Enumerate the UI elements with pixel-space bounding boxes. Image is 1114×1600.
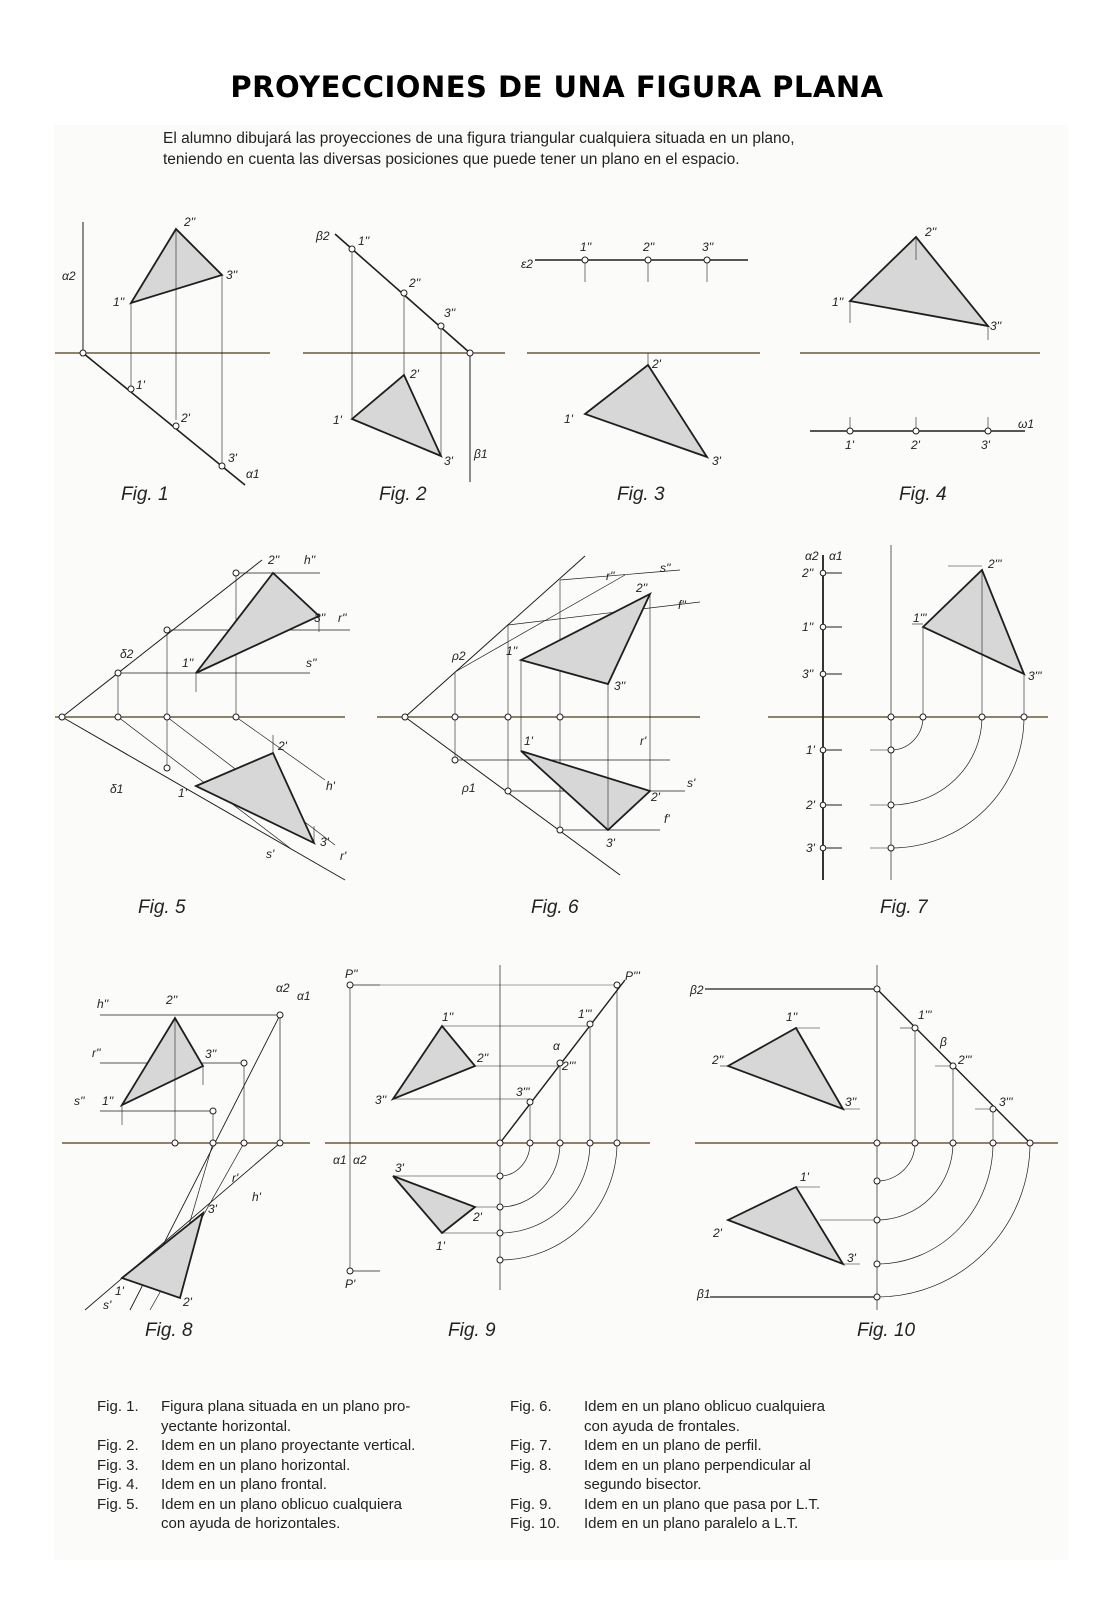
fig3-label-3h: 3''	[702, 240, 714, 254]
fig-7-label: Fig. 7	[880, 897, 928, 918]
fig-1-label: Fig. 1	[121, 484, 169, 505]
fig7-label-2p: 2'''	[988, 557, 1002, 571]
fig5-label-s2: s''	[306, 656, 317, 670]
fig8-label-r2: r''	[92, 1046, 101, 1060]
fig7-label-3v: 3'	[806, 841, 815, 855]
fig9-label-2h: 2''	[477, 1051, 489, 1065]
intro-line-1: El alumno dibujará las proyecciones de una figura triangular cualquiera situada en un plano,	[163, 130, 795, 147]
fig3-label-2h: 2''	[643, 240, 655, 254]
fig6-label-r1: r'	[640, 734, 647, 748]
fig2-label-1v: 1'	[333, 413, 342, 427]
figure-4-drawing	[800, 237, 1040, 434]
fig2-beta1-label: β1	[474, 447, 488, 461]
fig2-beta2-label: β2	[316, 229, 330, 243]
fig5-label-r2: r''	[338, 611, 347, 625]
caption-text: Idem en un plano que pasa por L.T.	[584, 1495, 821, 1513]
fig6-label-1h: 1''	[506, 644, 518, 658]
fig10-label-3v: 3'	[847, 1251, 856, 1265]
caption-row	[97, 1456, 497, 1476]
fig10-label-1v: 1'	[800, 1170, 809, 1184]
figure-10-drawing	[695, 965, 1058, 1310]
fig8-label-1h: 1''	[102, 1094, 114, 1108]
fig6-label-s2: s''	[660, 561, 671, 575]
fig1-label-2v: 2'	[181, 411, 190, 425]
fig6-rho1-label: ρ1	[462, 781, 476, 795]
fig9-alpha2-label: α2	[353, 1153, 367, 1167]
fig5-label-h2: h''	[304, 553, 316, 567]
fig6-label-s1: s'	[687, 776, 696, 790]
fig10-label-3p: 3'''	[999, 1095, 1013, 1109]
fig-9-label: Fig. 9	[448, 1320, 496, 1341]
fig1-label-1h: 1''	[113, 295, 125, 309]
fig7-label-1p: 1'''	[913, 611, 927, 625]
fig3-label-3v: 3'	[712, 454, 721, 468]
caption-key: Fig. 6.	[510, 1398, 552, 1415]
fig9-label-3v: 3'	[395, 1161, 404, 1175]
fig-10-label: Fig. 10	[857, 1320, 916, 1341]
fig5-delta1-label: δ1	[110, 782, 124, 796]
figure-1-drawing	[55, 222, 270, 485]
fig9-alpha-label: α	[553, 1039, 560, 1053]
fig10-label-2v: 2'	[713, 1226, 722, 1240]
caption-row	[97, 1397, 497, 1436]
fig4-omega1-label: ω1	[1018, 417, 1035, 431]
fig2-label-1h: 1''	[358, 234, 370, 248]
fig4-label-2v: 2'	[911, 438, 920, 452]
caption-row	[510, 1514, 910, 1534]
fig5-label-3h: 3''	[314, 611, 326, 625]
fig2-label-3v: 3'	[444, 454, 453, 468]
caption-text: Idem en un plano perpendicular al segundo bisector.	[584, 1456, 811, 1493]
figure-5-drawing	[55, 560, 350, 880]
fig5-label-2h: 2''	[268, 553, 280, 567]
fig8-label-1v: 1'	[115, 1284, 124, 1298]
fig2-label-2h: 2''	[409, 276, 421, 290]
figure-2-drawing	[303, 234, 505, 482]
caption-key: Fig. 3.	[97, 1456, 139, 1474]
fig10-label-1h: 1''	[786, 1010, 798, 1024]
fig7-alpha1-label: α1	[829, 549, 843, 563]
fig6-label-3v: 3'	[606, 836, 615, 850]
fig1-label-1v: 1'	[136, 378, 145, 392]
caption-text: Idem en un plano oblicuo cualquiera con ayuda de frontales.	[584, 1398, 826, 1435]
fig9-label-3p: 3'''	[516, 1085, 530, 1099]
fig6-label-r2: r''	[606, 569, 615, 583]
figure-9-drawing	[325, 965, 650, 1290]
fig8-alpha2-label: α2	[276, 981, 290, 995]
fig3-label-2v: 2'	[652, 357, 661, 371]
fig9-label-1v: 1'	[436, 1239, 445, 1253]
fig1-alpha2-label: α2	[62, 269, 76, 283]
fig3-epsilon2-label: ε2	[521, 257, 533, 271]
fig5-label-1v: 1'	[178, 786, 187, 800]
fig-2-label: Fig. 2	[379, 484, 427, 505]
fig9-label-3h: 3''	[375, 1093, 387, 1107]
caption-key: Fig. 4.	[97, 1476, 139, 1493]
caption-text: Idem en un plano horizontal.	[161, 1456, 351, 1474]
fig6-label-3h: 3''	[614, 679, 626, 693]
fig9-label-2v: 2'	[473, 1210, 482, 1224]
caption-row	[97, 1436, 497, 1456]
fig1-label-3h: 3''	[226, 268, 238, 282]
fig7-label-2v: 2'	[806, 798, 815, 812]
fig7-label-1h: 1''	[802, 620, 814, 634]
fig10-beta1-label: β1	[697, 1287, 711, 1301]
fig8-label-2v: 2'	[183, 1295, 192, 1309]
caption-key: Fig. 5.	[97, 1495, 139, 1513]
fig-8-label: Fig. 8	[145, 1320, 193, 1341]
page-title: PROYECCIONES DE UNA FIGURA PLANA	[230, 70, 884, 104]
fig-4-label: Fig. 4	[899, 484, 947, 505]
fig9-alpha1-label: α1	[333, 1153, 347, 1167]
fig9-label-1h: 1''	[442, 1010, 454, 1024]
fig3-label-1h: 1''	[580, 240, 592, 254]
fig1-label-3v: 3'	[228, 451, 237, 465]
fig7-alpha2-label: α2	[805, 549, 819, 563]
fig9-label-1p: 1'''	[578, 1007, 592, 1021]
fig6-label-2h: 2''	[636, 581, 648, 595]
fig1-label-2h: 2''	[184, 215, 196, 229]
fig-6-label: Fig. 6	[531, 897, 579, 918]
fig-5-label: Fig. 5	[138, 897, 186, 918]
fig10-label-2p: 2'''	[958, 1053, 972, 1067]
fig7-label-1v: 1'	[806, 743, 815, 757]
fig5-label-h1: h'	[326, 779, 335, 793]
caption-text: Idem en un plano oblicuo cualquiera con ayuda de horizontales.	[161, 1495, 403, 1532]
fig5-delta2-label: δ2	[120, 647, 134, 661]
figure-6-drawing	[377, 556, 700, 875]
caption-key: Fig. 8.	[510, 1456, 552, 1474]
fig1-alpha1-label: α1	[246, 467, 260, 481]
fig7-label-3p: 3'''	[1028, 669, 1042, 683]
fig6-label-f1: f'	[664, 812, 670, 826]
fig-3-label: Fig. 3	[617, 484, 665, 505]
fig8-label-h1: h'	[252, 1190, 261, 1204]
fig8-label-2h: 2''	[166, 993, 178, 1007]
fig10-label-1p: 1'''	[918, 1008, 932, 1022]
caption-row	[510, 1397, 910, 1436]
caption-key: Fig. 2.	[97, 1437, 139, 1454]
intro-line-2: teniendo en cuenta las diversas posiciones que puede tener un plano en el espacio.	[163, 151, 740, 168]
fig5-label-s1: s'	[266, 847, 275, 861]
figure-3-drawing	[527, 257, 760, 457]
fig10-beta2-label: β2	[690, 983, 704, 997]
captions-right	[510, 1397, 910, 1534]
fig7-label-2h: 2''	[802, 566, 814, 580]
fig8-label-r1: r'	[232, 1171, 239, 1185]
fig4-label-3h: 3''	[990, 319, 1002, 333]
fig6-rho2-label: ρ2	[452, 649, 466, 663]
fig10-beta-label: β	[940, 1035, 947, 1049]
figure-7-drawing	[768, 545, 1048, 880]
fig8-label-s2: s''	[74, 1094, 85, 1108]
caption-text: Idem en un plano paralelo a L.T.	[584, 1515, 799, 1532]
fig5-label-1h: 1''	[182, 656, 194, 670]
caption-key: Fig. 7.	[510, 1437, 552, 1454]
caption-text: Idem en un plano frontal.	[161, 1476, 327, 1493]
fig5-label-2v: 2'	[278, 739, 287, 753]
fig3-label-1v: 1'	[564, 412, 573, 426]
fig7-label-3h: 3''	[802, 667, 814, 681]
fig6-label-1v: 1'	[524, 734, 533, 748]
fig2-label-2v: 2'	[410, 367, 419, 381]
fig4-label-3v: 3'	[981, 438, 990, 452]
fig4-label-2h: 2''	[925, 225, 937, 239]
caption-key: Fig. 1.	[97, 1398, 139, 1415]
caption-row	[97, 1495, 497, 1534]
caption-row	[510, 1456, 910, 1495]
caption-text: Figura plana situada en un plano pro- yectante horizontal.	[161, 1398, 411, 1435]
caption-row	[97, 1475, 497, 1495]
fig10-label-3h: 3''	[845, 1095, 857, 1109]
caption-row	[510, 1436, 910, 1456]
caption-text: Idem en un plano de perfil.	[584, 1437, 762, 1454]
caption-row	[510, 1495, 910, 1515]
fig8-label-3h: 3''	[205, 1047, 217, 1061]
fig8-label-h2: h''	[97, 997, 109, 1011]
fig9-label-2p: 2'''	[562, 1059, 576, 1073]
caption-key: Fig. 10.	[510, 1515, 561, 1532]
fig6-label-2v: 2'	[651, 790, 660, 804]
caption-text: Idem en un plano proyectante vertical.	[161, 1437, 416, 1454]
fig4-label-1v: 1'	[845, 438, 854, 452]
fig5-label-r1: r'	[340, 849, 347, 863]
fig10-label-2h: 2''	[712, 1053, 724, 1067]
fig8-label-s1: s'	[103, 1298, 112, 1312]
fig2-label-3h: 3''	[444, 306, 456, 320]
fig8-alpha1-label: α1	[297, 989, 311, 1003]
captions-left	[97, 1397, 497, 1534]
fig8-label-3v: 3'	[208, 1202, 217, 1216]
caption-key: Fig. 9.	[510, 1495, 552, 1513]
fig4-label-1h: 1''	[832, 295, 844, 309]
fig6-label-f2: f''	[678, 598, 686, 612]
fig5-label-3v: 3'	[320, 835, 329, 849]
fig9-P3-label: P'''	[625, 969, 640, 983]
fig9-P2-label: P''	[345, 967, 358, 981]
fig9-P1-label: P'	[345, 1277, 356, 1291]
